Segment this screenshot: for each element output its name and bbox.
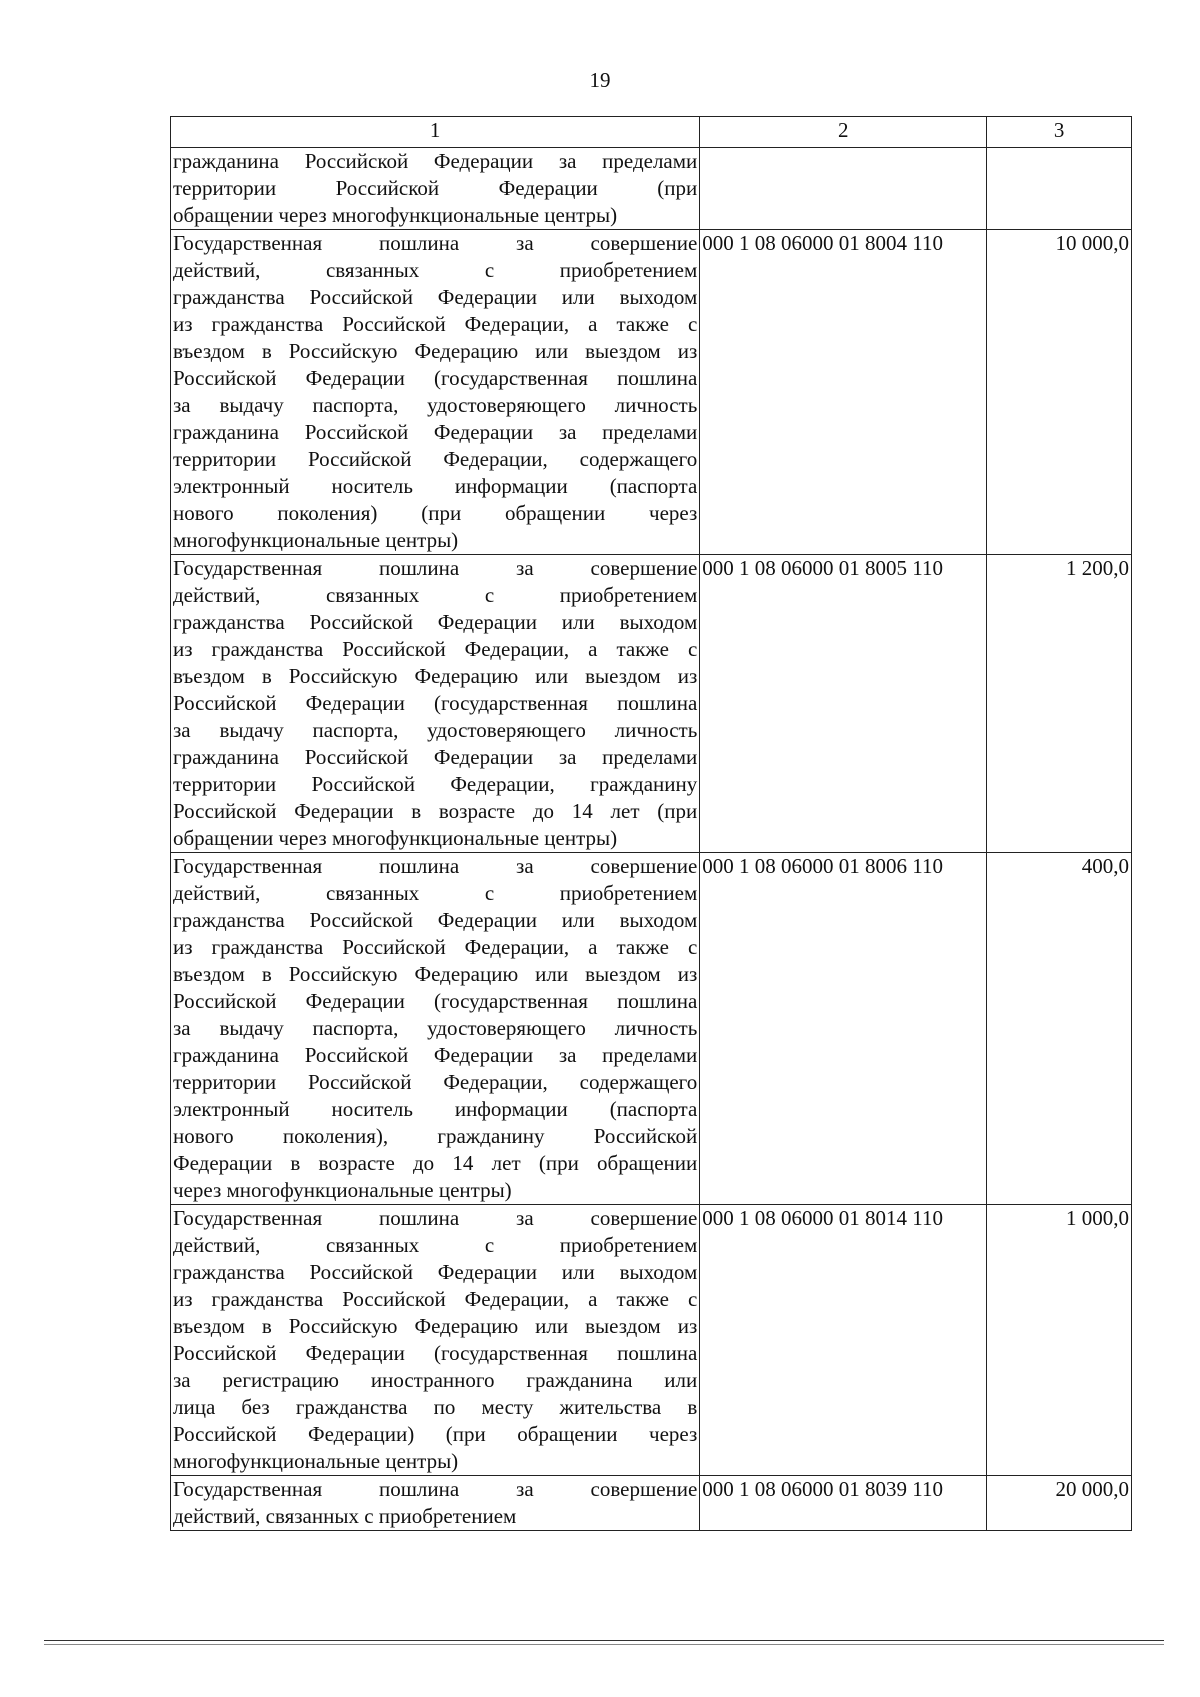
description-line: Федерации в возрасте до 14 лет (при обращении (173, 1151, 698, 1175)
description-line: въездом в Российскую Федерацию или выездом из (173, 962, 698, 986)
footer-divider-thin (44, 1644, 1164, 1645)
description-line: территории Российской Федерации, содержащего (173, 1070, 698, 1094)
fee-description (171, 148, 700, 230)
fee-amount: 1 000,0 (987, 1205, 1132, 1476)
description-line: действий, связанных с приобретением (173, 583, 698, 607)
budget-classification-code (700, 148, 987, 230)
fee-description (171, 1205, 700, 1476)
fee-description (171, 230, 700, 555)
fee-amount (987, 148, 1132, 230)
description-line: Государственная пошлина за совершение (173, 854, 698, 878)
description-line: нового поколения) (при обращении через (173, 501, 698, 525)
table-header-row (171, 117, 1132, 148)
budget-classification-code: 000 1 08 06000 01 8004 110 (700, 230, 987, 555)
description-line: гражданства Российской Федерации или выходом (173, 1260, 698, 1284)
header-col-1: 1 (171, 117, 700, 148)
description-line: действий, связанных с приобретением (173, 881, 698, 905)
description-line: въездом в Российскую Федерацию или выездом из (173, 1314, 698, 1338)
description-line: гражданина Российской Федерации за пределами (173, 149, 698, 173)
description-line: Российской Федерации (государственная пошлина (173, 366, 698, 390)
description-line: Российской Федерации (государственная пошлина (173, 1341, 698, 1365)
fee-amount: 400,0 (987, 853, 1132, 1205)
description-line: из гражданства Российской Федерации, а также с (173, 1287, 698, 1311)
table-row (171, 1205, 1132, 1476)
fee-description (171, 555, 700, 853)
fee-description (171, 853, 700, 1205)
footer-divider (44, 1640, 1164, 1641)
description-line: обращении через многофункциональные центры) (173, 826, 618, 850)
description-line: действий, связанных с приобретением (173, 258, 698, 282)
description-line: из гражданства Российской Федерации, а также с (173, 935, 698, 959)
budget-classification-code: 000 1 08 06000 01 8014 110 (700, 1205, 987, 1476)
description-line: за выдачу паспорта, удостоверяющего личность (173, 393, 698, 417)
table-row (171, 1476, 1132, 1531)
header-col-3: 3 (987, 117, 1132, 148)
description-line: электронный носитель информации (паспорта (173, 474, 698, 498)
description-line: Государственная пошлина за совершение (173, 1477, 698, 1501)
description-line: из гражданства Российской Федерации, а также с (173, 637, 698, 661)
budget-classification-code: 000 1 08 06000 01 8005 110 (700, 555, 987, 853)
description-line: Государственная пошлина за совершение (173, 556, 698, 580)
table-row (171, 148, 1132, 230)
header-col-2: 2 (700, 117, 987, 148)
description-line: многофункциональные центры) (173, 1449, 459, 1473)
table-row (171, 230, 1132, 555)
description-line: Государственная пошлина за совершение (173, 1206, 698, 1230)
fee-amount: 1 200,0 (987, 555, 1132, 853)
description-line: гражданства Российской Федерации или выходом (173, 908, 698, 932)
fee-table (170, 116, 1132, 1531)
description-line: гражданства Российской Федерации или выходом (173, 285, 698, 309)
budget-classification-code: 000 1 08 06000 01 8006 110 (700, 853, 987, 1205)
fee-description (171, 1476, 700, 1531)
description-line: Российской Федерации (государственная пошлина (173, 691, 698, 715)
description-line: гражданина Российской Федерации за пределами (173, 745, 698, 769)
description-line: въездом в Российскую Федерацию или выездом из (173, 664, 698, 688)
description-line: из гражданства Российской Федерации, а также с (173, 312, 698, 336)
description-line: нового поколения), гражданину Российской (173, 1124, 698, 1148)
table-row (171, 555, 1132, 853)
description-line: Российской Федерации (государственная пошлина (173, 989, 698, 1013)
description-line: Государственная пошлина за совершение (173, 231, 698, 255)
description-line: многофункциональные центры) (173, 528, 459, 552)
budget-classification-code: 000 1 08 06000 01 8039 110 (700, 1476, 987, 1531)
description-line: электронный носитель информации (паспорта (173, 1097, 698, 1121)
description-line: действий, связанных с приобретением (173, 1233, 698, 1257)
description-line: территории Российской Федерации, гражданину (173, 772, 698, 796)
fee-amount: 20 000,0 (987, 1476, 1132, 1531)
description-line: через многофункциональные центры) (173, 1178, 512, 1202)
description-line: лица без гражданства по месту жительства в (173, 1395, 698, 1419)
description-line: гражданства Российской Федерации или выходом (173, 610, 698, 634)
description-line: за регистрацию иностранного гражданина или (173, 1368, 698, 1392)
description-line: действий, связанных с приобретением (173, 1504, 517, 1528)
description-line: Российской Федерации в возрасте до 14 лет (при (173, 799, 698, 823)
description-line: гражданина Российской Федерации за пределами (173, 1043, 698, 1067)
description-line: въездом в Российскую Федерацию или выездом из (173, 339, 698, 363)
fee-amount: 10 000,0 (987, 230, 1132, 555)
description-line: гражданина Российской Федерации за пределами (173, 420, 698, 444)
description-line: территории Российской Федерации, содержащего (173, 447, 698, 471)
table-row (171, 853, 1132, 1205)
page-number: 19 (589, 68, 611, 92)
description-line: территории Российской Федерации (при (173, 176, 698, 200)
description-line: Российской Федерации) (при обращении через (173, 1422, 698, 1446)
description-line: за выдачу паспорта, удостоверяющего личность (173, 1016, 698, 1040)
description-line: обращении через многофункциональные центры) (173, 203, 618, 227)
description-line: за выдачу паспорта, удостоверяющего личность (173, 718, 698, 742)
